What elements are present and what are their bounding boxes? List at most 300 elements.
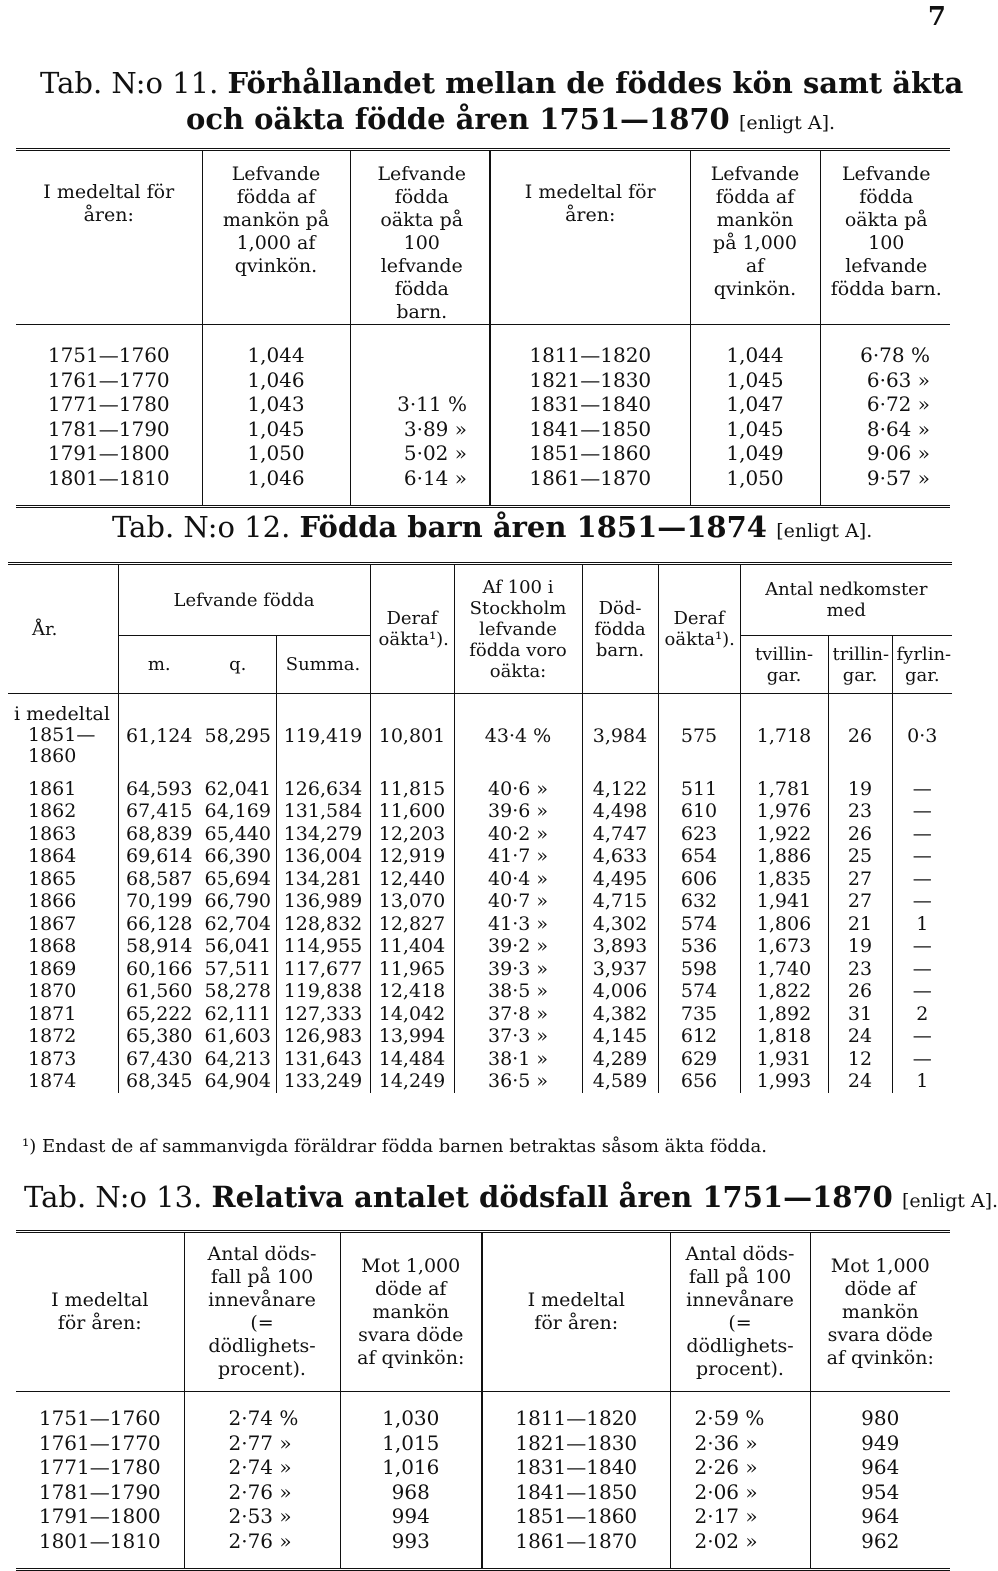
tab12-cell-sum: 126,634 [276,778,370,801]
tab12-cell-illegit: 11,965 [370,958,454,981]
tab12-cell-year: 1869 [28,957,77,980]
tab12-cell-quadruplets: — [892,935,952,958]
tab11-males-cell: 1,045 [247,416,305,441]
tab13-ratio-cell: 964 [861,1504,900,1529]
tab12-cell-stillborn: 4,302 [582,913,658,936]
tab12-average-label-mid: 1851— [28,724,96,747]
tab13-ratio-cell: 962 [861,1528,900,1553]
tab12-cell-m: 65,380 [118,1025,200,1048]
tab12-cell-quadruplets: — [892,845,952,868]
tab11-header-period-right: I medeltal för åren: [490,150,690,325]
table-row [8,890,952,913]
tab12-average-twins: 1,718 [740,694,828,778]
tab12-average-quadruplets: 0·3 [892,694,952,778]
tab13-ratio-cell: 1,016 [382,1455,440,1480]
tab12-cell-stillborn-illegit: 623 [658,823,740,846]
tab11-males-cell: 1,045 [726,367,784,392]
tab12-cell-q: 65,694 [204,867,271,890]
tab13-deaths-cell: 2·02 » [694,1528,758,1553]
tab13-deaths-cell: 2·59 % [694,1406,765,1430]
tab12-cell-quadruplets: — [892,958,952,981]
tab11-illegit-cell: 3·11 % [397,392,467,417]
tab12-cell-year: 1863 [28,822,77,845]
tab11-col-males-right [690,325,820,507]
tab11-header-illegit-right: Lefvande födda oäkta på 100 lefvande födda barn. [820,150,950,325]
tab11-illegit-cell: 6·72 » [866,392,930,417]
tab13-deaths-cell: 2·74 % [228,1406,299,1430]
table-row [8,913,952,936]
tab12-cell-stockholm: 41·3 » [454,913,582,936]
tab13-deaths-cell: 2·53 » [228,1504,292,1529]
tab12-cell-m: 60,166 [118,958,200,981]
tab12-cell-triplets: 23 [828,958,892,981]
tab12-cell-m: 64,593 [118,778,200,801]
tab13-ratio-cell: 1,015 [382,1430,440,1455]
tab12-cell-sum: 114,955 [276,935,370,958]
tab12-average-row [8,694,952,778]
tab11-illegit-cell [351,368,468,393]
tab13-col-ratio-right [810,1392,950,1570]
tab12-cell-twins: 1,835 [740,868,828,891]
tab12-average-sum: 119,419 [276,694,370,778]
tab12-cell-m: 68,345 [118,1070,200,1093]
tab12-cell-illegit: 14,249 [370,1070,454,1093]
tab13-period-cell: 1771—1780 [38,1455,161,1480]
table-row [8,778,952,801]
tab13-header-ratio-right: Mot 1,000 döde af mankön svara döde af qvinkön: [810,1232,950,1392]
tab12-cell-m: 67,415 [118,800,200,823]
table-row [8,823,952,846]
tab11-heading-2: och oäkta födde åren 1751—1870 [186,102,730,136]
tab12-cell-illegit: 14,484 [370,1048,454,1071]
tab11-illegit-cell: 9·06 » [866,441,930,466]
tab12-cell-quadruplets: — [892,1048,952,1071]
tab13-ratio-cell: 1,030 [382,1406,440,1430]
tab11-col-periods-left [16,325,202,507]
tab12-cell-year: 1865 [28,867,77,890]
tab12-header-live-births: Lefvande födda [118,564,370,636]
tab12-cell-stillborn-illegit: 656 [658,1070,740,1093]
tab12-cell-year: 1864 [28,845,77,867]
tab12-cell-quadruplets: — [892,800,952,823]
tab12-cell-illegit: 11,815 [370,778,454,801]
tab12-cell-m: 67,430 [118,1048,200,1071]
tab12-number: Tab. N:o 12. [112,510,291,544]
tab13-ratio-cell: 964 [861,1455,900,1480]
tab12-cell-illegit: 12,827 [370,913,454,936]
tab11-illegit-cell [351,343,468,368]
tab12-cell-illegit: 12,440 [370,868,454,891]
tab12-cell-stillborn-illegit: 735 [658,1003,740,1026]
tab11-table [16,148,950,508]
tab12-cell-twins: 1,806 [740,913,828,936]
table-row [8,1048,952,1071]
tab11-period-cell: 1811—1820 [529,343,652,367]
tab11-period-cell: 1751—1760 [47,343,170,367]
tab12-cell-twins: 1,922 [740,823,828,846]
tab11-males-cell: 1,043 [247,392,305,417]
tab13-period-cell: 1861—1870 [515,1528,638,1553]
tab11-males-cell: 1,046 [247,465,305,490]
tab13-ratio-cell: 954 [861,1479,900,1504]
tab12-header-deliveries: Antal nedkomster med [740,564,952,636]
tab12-cell-illegit: 11,404 [370,935,454,958]
tab12-cell-year: 1867 [28,912,77,935]
tab12-average-triplets: 26 [828,694,892,778]
tab12-cell-illegit: 14,042 [370,1003,454,1026]
tab13-deaths-cell: 2·76 » [228,1528,292,1553]
tab11-heading-1: Förhållandet mellan de föddes kön samt äkta [227,66,964,100]
tab12-cell-stillborn-illegit: 629 [658,1048,740,1071]
tab12-cell-stockholm: 36·5 » [454,1070,582,1093]
tab12-cell-m: 68,587 [118,868,200,891]
tab12-cell-m: 70,199 [118,890,200,913]
tab12-cell-stillborn: 4,145 [582,1025,658,1048]
tab11-illegit-cell: 3·89 » [403,416,467,441]
table-row [8,800,952,823]
tab12-average-illegit: 10,801 [370,694,454,778]
tab12-cell-q: 62,111 [204,1002,271,1025]
tab12-cell-twins: 1,822 [740,980,828,1003]
tab12-cell-stockholm: 40·2 » [454,823,582,846]
table-row [8,1003,952,1026]
table-row [8,845,952,868]
tab12-cell-quadruplets: — [892,868,952,891]
tab12-cell-stockholm: 40·7 » [454,890,582,913]
tab12-cell-twins: 1,976 [740,800,828,823]
tab13-period-cell: 1761—1770 [38,1430,161,1455]
tab12-cell-stillborn: 3,893 [582,935,658,958]
tab12-cell-stockholm: 38·1 » [454,1048,582,1071]
tab12-cell-q: 61,603 [204,1025,271,1047]
tab13-period-cell: 1841—1850 [515,1479,638,1504]
tab12-cell-sum: 131,643 [276,1048,370,1071]
tab13-deaths-cell: 2·76 » [228,1479,292,1504]
tab12-cell-sum: 131,584 [276,800,370,823]
tab12-cell-q: 62,041 [204,777,271,800]
tab12-cell-quadruplets: 1 [892,1070,952,1093]
tab13-deaths-cell: 2·36 » [694,1430,758,1455]
tab13-header-period-left: I medeltal för åren: [16,1232,184,1392]
tab12-cell-year: 1870 [28,980,77,1002]
tab12-cell-stillborn: 4,589 [582,1070,658,1093]
table-row [8,868,952,891]
table-row [8,935,952,958]
tab11-period-cell: 1761—1770 [47,367,170,392]
tab13-period-cell: 1781—1790 [38,1479,161,1504]
tab12-cell-illegit: 11,600 [370,800,454,823]
tab12-cell-triplets: 26 [828,980,892,1003]
tab12-cell-triplets: 25 [828,845,892,868]
tab12-average-stillborn-illegit: 575 [658,694,740,778]
tab12-header-of-which-illegit: Deraf oäkta¹). [370,564,454,694]
tab12-header-stockholm: Af 100 i Stockholm lefvande födda voro oäkta: [454,564,582,694]
tab12-cell-triplets: 12 [828,1048,892,1071]
tab12-cell-sum: 127,333 [276,1003,370,1026]
tab12-cell-stillborn: 4,633 [582,845,658,868]
tab12-cell-triplets: 31 [828,1003,892,1026]
tab12-cell-q: 58,278 [204,980,271,1002]
tab13-deaths-cell: 2·74 » [228,1455,292,1480]
tab12-cell-m: 69,614 [118,845,200,868]
tab12-cell-triplets: 19 [828,935,892,958]
tab12-cell-stillborn: 4,495 [582,868,658,891]
tab12-cell-twins: 1,993 [740,1070,828,1093]
tab11-col-illegit-left [350,325,490,507]
tab12-cell-stillborn: 4,382 [582,1003,658,1026]
tab11-males-cell: 1,044 [726,343,784,367]
tab12-source: [enligt A]. [776,520,873,542]
tab12-cell-sum: 128,832 [276,913,370,936]
page-number: 7 [927,2,946,32]
tab12-cell-year: 1874 [28,1070,77,1092]
tab11-period-cell: 1801—1810 [47,465,170,490]
tab13-period-cell: 1811—1820 [515,1406,638,1430]
tab13-header-period-right: I medeltal för åren: [482,1232,670,1392]
tab12-average-q: 58,295 [200,694,276,778]
tab13-header-deaths-left: Antal döds-fall på 100 innevånare (= dödlighets-procent). [184,1232,340,1392]
tab12-cell-twins: 1,673 [740,935,828,958]
tab13-period-cell: 1791—1800 [38,1504,161,1529]
tab13-col-deaths-right [670,1392,810,1570]
tab12-cell-year: 1868 [28,935,77,957]
tab12-cell-twins: 1,941 [740,890,828,913]
tab12-cell-stillborn-illegit: 610 [658,800,740,823]
tab13-deaths-cell: 2·06 » [694,1479,758,1504]
tab12-average-stillborn: 3,984 [582,694,658,778]
tab12-average-label-bot: 1860 [28,745,77,768]
tab12-cell-stillborn-illegit: 632 [658,890,740,913]
tab13-heading: Relativa antalet dödsfall åren 1751—1870 [211,1180,893,1214]
tab12-cell-year: 1873 [28,1047,77,1070]
tab11-header-males-left: Lefvande födda af mankön på 1,000 af qvinkön. [202,150,350,325]
tab13-header-deaths-right: Antal döds-fall på 100 innevånare (= dödlighets-procent). [670,1232,810,1392]
tab11-males-cell: 1,044 [247,343,305,367]
tab13-ratio-cell: 980 [861,1406,900,1430]
tab13-ratio-cell: 993 [391,1528,430,1553]
tab11-title-line1 [0,66,964,100]
tab12-cell-q: 64,904 [204,1070,271,1092]
tab13-ratio-cell: 994 [391,1504,430,1529]
tab12-cell-sum: 136,989 [276,890,370,913]
tab12-cell-stillborn-illegit: 612 [658,1025,740,1048]
tab13-period-cell: 1821—1830 [515,1430,638,1455]
tab13-col-periods-right [482,1392,670,1570]
tab12-cell-stockholm: 40·4 » [454,868,582,891]
tab11-males-cell: 1,049 [726,441,784,466]
tab13-ratio-cell: 968 [391,1479,430,1504]
tab11-males-cell: 1,047 [726,392,784,417]
tab11-males-cell: 1,050 [247,441,305,466]
tab12-cell-stillborn: 4,747 [582,823,658,846]
tab12-cell-year: 1866 [28,890,77,912]
tab12-cell-q: 62,704 [204,912,271,935]
tab12-cell-stillborn: 4,289 [582,1048,658,1071]
tab12-cell-twins: 1,931 [740,1048,828,1071]
tab12-cell-q: 64,169 [204,800,271,822]
tab12-cell-stillborn-illegit: 574 [658,980,740,1003]
tab12-cell-twins: 1,781 [740,778,828,801]
tab12-cell-year: 1862 [28,800,77,822]
tab13-deaths-cell: 2·26 » [694,1455,758,1480]
tab11-males-cell: 1,050 [726,465,784,490]
tab13-period-cell: 1851—1860 [515,1504,638,1529]
tab12-cell-triplets: 27 [828,868,892,891]
tab12-cell-stillborn: 4,006 [582,980,658,1003]
tab12-cell-q: 64,213 [204,1047,271,1070]
tab13-table [16,1230,950,1571]
tab11-illegit-cell: 6·14 » [403,465,467,490]
tab12-cell-m: 68,839 [118,823,200,846]
tab12-cell-stillborn-illegit: 536 [658,935,740,958]
tab11-period-cell: 1861—1870 [529,465,652,490]
tab11-period-cell: 1771—1780 [47,392,170,417]
tab13-col-periods-left [16,1392,184,1570]
tab12-cell-sum: 126,983 [276,1025,370,1048]
tab12-footnote: ¹) Endast de af sammanvigda föräldrar födda barnen betraktas såsom äkta födda. [22,1136,767,1157]
tab11-illegit-cell: 8·64 » [866,416,930,441]
tab12-cell-m: 65,222 [118,1003,200,1026]
tab11-header-period-left: I medeltal för åren: [16,150,202,325]
tab12-cell-triplets: 27 [828,890,892,913]
tab12-title [0,510,960,544]
tab11-illegit-cell: 6·78 % [860,343,930,367]
tab11-number: Tab. N:o 11. [40,66,219,100]
tab12-cell-stillborn: 4,122 [582,778,658,801]
tab11-title-line2 [0,102,960,136]
tab12-cell-illegit: 13,994 [370,1025,454,1048]
tab13-header-ratio-left: Mot 1,000 döde af mankön svara döde af qvinkön: [340,1232,482,1392]
table-row [8,1025,952,1048]
tab12-cell-stillborn: 4,715 [582,890,658,913]
table-row [8,980,952,1003]
tab12-body [8,778,952,1093]
tab11-males-cell: 1,045 [726,416,784,441]
tab12-cell-twins: 1,818 [740,1025,828,1048]
tab12-cell-stillborn: 4,498 [582,800,658,823]
tab11-header-males-right: Lefvande födda af mankön på 1,000 af qvinkön. [690,150,820,325]
tab12-cell-quadruplets: — [892,980,952,1003]
tab12-cell-triplets: 24 [828,1070,892,1093]
tab12-cell-quadruplets: — [892,890,952,913]
tab12-cell-illegit: 12,919 [370,845,454,868]
tab12-header-quadruplets: fyrlin-gar. [892,636,952,694]
tab12-cell-stockholm: 37·8 » [454,1003,582,1026]
tab13-number: Tab. N:o 13. [24,1180,203,1214]
tab12-header-q: q. [229,654,247,675]
tab11-col-males-left [202,325,350,507]
tab12-cell-triplets: 21 [828,913,892,936]
tab12-cell-quadruplets: 1 [892,913,952,936]
tab12-cell-triplets: 23 [828,800,892,823]
tab11-col-illegit-right [820,325,950,507]
tab11-period-cell: 1851—1860 [529,441,652,466]
tab12-cell-q: 56,041 [204,935,271,957]
tab12-cell-illegit: 12,203 [370,823,454,846]
tab12-cell-m: 61,560 [118,980,200,1003]
tab13-deaths-cell: 2·17 » [694,1504,758,1529]
tab12-cell-sum: 134,281 [276,868,370,891]
tab11-period-cell: 1831—1840 [529,392,652,417]
tab12-cell-stockholm: 39·6 » [454,800,582,823]
tab12-header-stillborn: Död-födda barn. [582,564,658,694]
tab12-cell-illegit: 12,418 [370,980,454,1003]
tab12-header-sum: Summa. [276,636,370,694]
tab11-period-cell: 1781—1790 [47,416,170,441]
tab11-illegit-cell: 5·02 » [403,441,467,466]
tab12-cell-m: 58,914 [118,935,200,958]
tab12-cell-stillborn-illegit: 511 [658,778,740,801]
tab12-cell-stillborn-illegit: 574 [658,913,740,936]
tab12-cell-stockholm: 37·3 » [454,1025,582,1048]
tab12-cell-q: 66,390 [204,845,271,867]
tab11-period-cell: 1841—1850 [529,416,652,441]
tab12-cell-stillborn-illegit: 598 [658,958,740,981]
tab12-cell-year: 1861 [28,777,77,800]
tab12-cell-twins: 1,740 [740,958,828,981]
tab13-ratio-cell: 949 [861,1430,900,1455]
tab12-cell-stockholm: 39·2 » [454,935,582,958]
tab12-cell-stockholm: 40·6 » [454,778,582,801]
tab12-header-triplets: trillin-gar. [828,636,892,694]
tab12-cell-sum: 134,279 [276,823,370,846]
tab13-period-cell: 1831—1840 [515,1455,638,1480]
tab11-col-periods-right [490,325,690,507]
tab13-period-cell: 1801—1810 [38,1528,161,1553]
tab13-deaths-cell: 2·77 » [228,1430,292,1455]
tab12-average-label-top: i medeltal [14,703,110,726]
tab12-cell-m: 66,128 [118,913,200,936]
tab12-cell-stockholm: 38·5 » [454,980,582,1003]
tab12-cell-sum: 136,004 [276,845,370,868]
tab13-title [0,1180,998,1214]
tab12-average-m: 61,124 [118,694,200,778]
tab12-average-stockholm: 43·4 % [454,694,582,778]
tab12-cell-quadruplets: — [892,823,952,846]
tab13-source: [enligt A]. [902,1190,998,1212]
tab12-cell-illegit: 13,070 [370,890,454,913]
tab12-cell-stillborn-illegit: 654 [658,845,740,868]
tab12-cell-sum: 133,249 [276,1070,370,1093]
tab12-cell-stillborn: 3,937 [582,958,658,981]
tab12-table [8,562,952,1093]
tab12-cell-twins: 1,892 [740,1003,828,1026]
tab12-cell-sum: 117,677 [276,958,370,981]
tab13-period-cell: 1751—1760 [38,1406,161,1430]
tab12-cell-q: 66,790 [204,890,271,912]
tab12-cell-year: 1871 [28,1002,77,1025]
tab12-cell-triplets: 26 [828,823,892,846]
tab12-cell-stillborn-illegit: 606 [658,868,740,891]
table-row [8,958,952,981]
tab12-heading: Födda barn åren 1851—1874 [299,510,767,544]
tab11-males-cell: 1,046 [247,367,305,392]
tab12-cell-q: 65,440 [204,822,271,845]
tab12-cell-triplets: 19 [828,778,892,801]
tab11-period-cell: 1791—1800 [47,441,170,466]
tab12-cell-year: 1872 [28,1025,77,1047]
tab12-cell-triplets: 24 [828,1025,892,1048]
tab13-col-deaths-left [184,1392,340,1570]
tab12-cell-quadruplets: 2 [892,1003,952,1026]
tab12-cell-quadruplets: — [892,778,952,801]
tab11-header-illegit-left: Lefvande födda oäkta på 100 lefvande födda barn. [350,150,490,325]
tab12-cell-sum: 119,838 [276,980,370,1003]
tab12-cell-stockholm: 41·7 » [454,845,582,868]
tab11-period-cell: 1821—1830 [529,367,652,392]
tab12-cell-q: 57,511 [204,957,271,980]
tab12-cell-quadruplets: — [892,1025,952,1048]
